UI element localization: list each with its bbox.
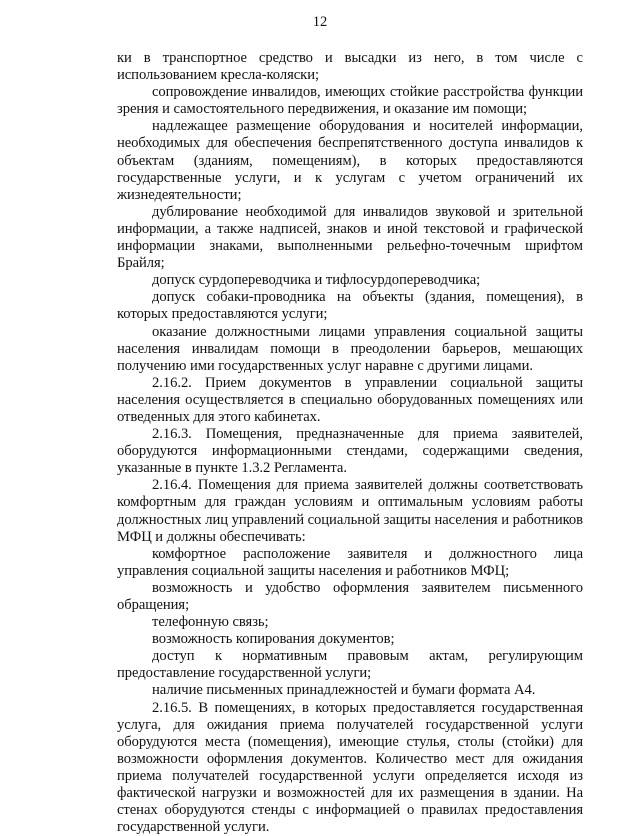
paragraph: дублирование необходимой для инвалидов звуковой и зрительной информации, а также надписей, знаков и иной текстовой и графической информации знаками, выполненными рельефно-точечным шрифтом Брайля; — [117, 203, 583, 272]
section-2-16-3: 2.16.3. Помещения, предназначенные для приема заявителей, оборудуются информационными стендами, содержащими сведения, указанные в пункте 1.3.2 Регламента. — [117, 426, 583, 477]
section-2-16-4: 2.16.4. Помещения для приема заявителей должны соответствовать комфортным для граждан условиям и оптимальным условиям работы должностных лиц управлений социальной защиты населения и работников МФЦ и должны обеспечивать: — [117, 477, 583, 545]
paragraph: сопровождение инвалидов, имеющих стойкие расстройства функции зрения и самостоятельного передвижения, и оказание им помощи; — [117, 84, 583, 118]
section-2-16-5: 2.16.5. В помещениях, в которых предоставляется государственная услуга, для ожидания приема получателей государственной услуги оборудуются места (помещения), имеющие стулья, столы (стойки) для возможности оформления документов. Количество мест для ожидания приема получателей государственной услуги определяется исходя из фактической нагрузки и возможностей для их размещения в здании. На стенах оборудуются стенды с информацией о правилах предоставления государственной услуги. — [117, 699, 583, 836]
paragraph: допуск собаки-проводника на объекты (здания, помещения), в которых предоставляются услуги; — [117, 289, 583, 323]
paragraph: комфортное расположение заявителя и должностного лица управления социальной защиты населения и работников МФЦ; — [117, 545, 583, 579]
paragraph: надлежащее размещение оборудования и носителей информации, необходимых для обеспечения беспрепятственного доступа инвалидов к объектам (зданиям, помещениям), в которых предоставляются государственные услуги, и к услугам с учетом ограничений их жизнедеятельности; — [117, 118, 583, 203]
page-number: 12 — [312, 14, 328, 30]
paragraph: возможность и удобство оформления заявителем письменного обращения; — [117, 579, 583, 613]
document-body — [117, 50, 583, 836]
paragraph: телефонную связь; — [152, 614, 269, 631]
section-2-16-2: 2.16.2. Прием документов в управлении социальной защиты населения осуществляется в специально оборудованных помещениях или отведенных для этого кабинетах. — [117, 374, 583, 425]
paragraph: доступ к нормативным правовым актам, регулирующим предоставление государственной услуги; — [117, 648, 583, 682]
paragraph: допуск сурдопереводчика и тифлосурдопереводчика; — [152, 272, 481, 289]
paragraph: наличие письменных принадлежностей и бумаги формата А4. — [152, 682, 536, 699]
paragraph: оказание должностными лицами управления социальной защиты населения инвалидам помощи в преодолении барьеров, мешающих получению ими государственных услуг наравне с другими лицами. — [117, 323, 583, 374]
paragraph: возможность копирования документов; — [152, 631, 395, 648]
paragraph-continuation: ки в транспортное средство и высадки из него, в том числе с использованием кресла-коляски; — [117, 50, 583, 84]
